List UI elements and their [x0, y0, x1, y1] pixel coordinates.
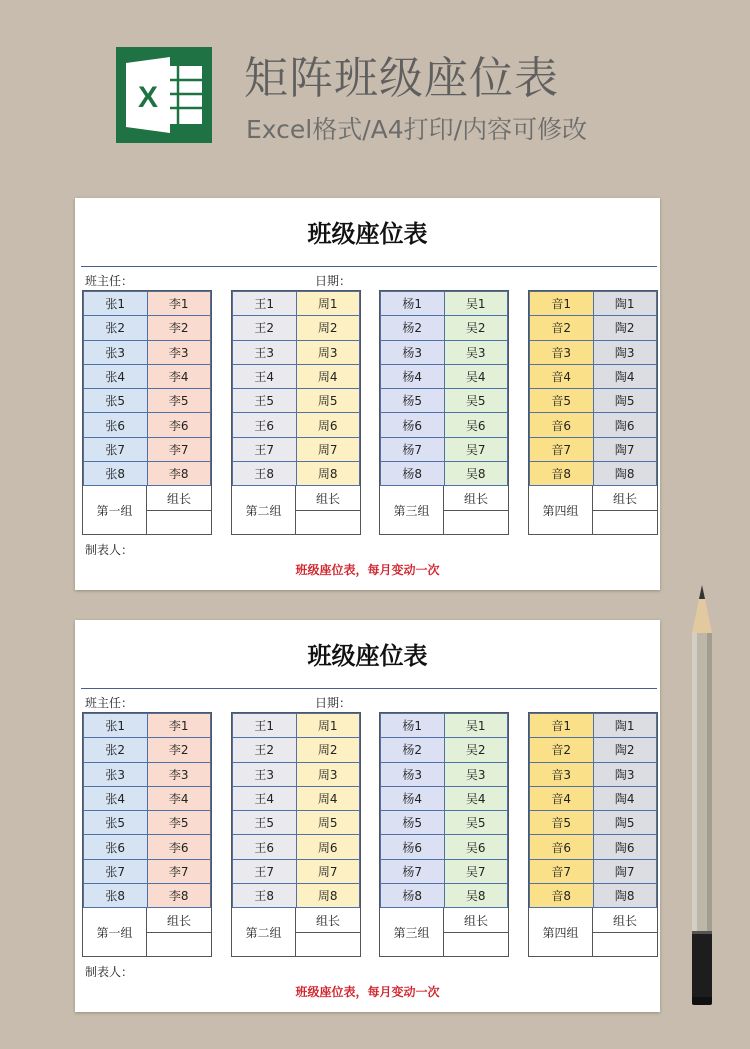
leader-label: 组长 [593, 486, 657, 511]
seat: 音3 [530, 762, 594, 786]
leader-box [296, 908, 360, 956]
seat: 张4 [84, 364, 148, 388]
seat: 王6 [233, 413, 297, 437]
seat: 陶1 [593, 714, 657, 738]
seat: 张2 [84, 738, 148, 762]
seat: 周7 [296, 859, 360, 883]
seat: 杨1 [381, 714, 445, 738]
seat: 音8 [530, 884, 594, 908]
seat: 李6 [147, 413, 211, 437]
pencil-icon [688, 585, 716, 1005]
seat: 音4 [530, 786, 594, 810]
group-2 [231, 290, 361, 535]
maker-label: 制表人： [85, 543, 134, 557]
seat: 王4 [233, 364, 297, 388]
date-label: 日期： [315, 696, 352, 710]
head-teacher-label: 班主任： [85, 274, 134, 288]
seat: 杨4 [381, 786, 445, 810]
seat: 王7 [233, 859, 297, 883]
seat: 张5 [84, 389, 148, 413]
group-name: 第三组 [380, 908, 444, 956]
seat: 陶5 [593, 811, 657, 835]
seat: 杨4 [381, 364, 445, 388]
leader-box [296, 486, 360, 534]
seat: 张3 [84, 762, 148, 786]
group-footer [529, 486, 657, 534]
seat: 陶3 [593, 340, 657, 364]
note-text: 班级座位表，每月变动一次 [295, 563, 440, 577]
group-footer [83, 908, 211, 956]
leader-box [444, 908, 508, 956]
leader-value [593, 933, 657, 956]
leader-label: 组长 [444, 908, 508, 933]
seat: 杨6 [381, 835, 445, 859]
seat: 张7 [84, 437, 148, 461]
seat: 周4 [296, 786, 360, 810]
seat: 周1 [296, 714, 360, 738]
seat: 陶6 [593, 835, 657, 859]
group-name: 第一组 [83, 908, 147, 956]
divider [81, 266, 657, 267]
seat-grid [83, 291, 211, 486]
seat: 音5 [530, 811, 594, 835]
seat: 周6 [296, 835, 360, 859]
seat: 李4 [147, 364, 211, 388]
leader-box [147, 486, 211, 534]
seat: 吴8 [444, 884, 508, 908]
seat: 王1 [233, 714, 297, 738]
seat: 李5 [147, 389, 211, 413]
group-footer [529, 908, 657, 956]
seat-grid [529, 713, 657, 908]
seat: 王8 [233, 462, 297, 486]
seat: 吴7 [444, 859, 508, 883]
seat: 王4 [233, 786, 297, 810]
seat: 张1 [84, 714, 148, 738]
seat: 张7 [84, 859, 148, 883]
seat: 吴6 [444, 835, 508, 859]
excel-logo-letter: X [137, 81, 159, 114]
seat: 张6 [84, 835, 148, 859]
seat: 陶7 [593, 859, 657, 883]
seat: 王1 [233, 292, 297, 316]
leader-value [147, 511, 211, 534]
seat: 张6 [84, 413, 148, 437]
seat: 陶1 [593, 292, 657, 316]
seat: 李1 [147, 292, 211, 316]
group-footer [380, 908, 508, 956]
seat: 张1 [84, 292, 148, 316]
seat: 音7 [530, 437, 594, 461]
seat-grid [380, 713, 508, 908]
seat: 周1 [296, 292, 360, 316]
seat: 陶4 [593, 786, 657, 810]
group-name: 第二组 [232, 908, 296, 956]
leader-value [296, 511, 360, 534]
leader-label: 组长 [593, 908, 657, 933]
seat: 吴6 [444, 413, 508, 437]
seat: 王2 [233, 316, 297, 340]
page-title: 矩阵班级座位表 [244, 53, 559, 104]
seat: 杨5 [381, 389, 445, 413]
group-name: 第三组 [380, 486, 444, 534]
seat-grid [83, 713, 211, 908]
seat: 周4 [296, 364, 360, 388]
seat: 杨3 [381, 762, 445, 786]
seat: 音5 [530, 389, 594, 413]
seat-grid [380, 291, 508, 486]
seat: 杨2 [381, 738, 445, 762]
seat: 李8 [147, 884, 211, 908]
seat: 吴4 [444, 786, 508, 810]
seat: 周6 [296, 413, 360, 437]
group-3 [379, 290, 509, 535]
seat: 音6 [530, 413, 594, 437]
seating-sheet-1 [75, 198, 660, 590]
seat: 周3 [296, 762, 360, 786]
leader-value [593, 511, 657, 534]
seat: 张5 [84, 811, 148, 835]
group-name: 第二组 [232, 486, 296, 534]
leader-label: 组长 [444, 486, 508, 511]
head-teacher-label: 班主任： [85, 696, 134, 710]
seat: 吴1 [444, 292, 508, 316]
group-name: 第四组 [529, 486, 593, 534]
group-1 [82, 290, 212, 535]
seat-grid [529, 291, 657, 486]
seat: 王7 [233, 437, 297, 461]
seat: 王6 [233, 835, 297, 859]
seat: 吴2 [444, 738, 508, 762]
seat: 杨7 [381, 437, 445, 461]
seat: 李6 [147, 835, 211, 859]
seat: 音6 [530, 835, 594, 859]
seat: 杨8 [381, 462, 445, 486]
seat: 吴7 [444, 437, 508, 461]
seat: 音2 [530, 738, 594, 762]
seat: 音3 [530, 340, 594, 364]
leader-box [593, 908, 657, 956]
seat: 陶6 [593, 413, 657, 437]
group-footer [232, 486, 360, 534]
group-footer [380, 486, 508, 534]
seat: 李7 [147, 437, 211, 461]
seat: 张4 [84, 786, 148, 810]
seat: 吴2 [444, 316, 508, 340]
group-2 [231, 712, 361, 957]
seat: 杨6 [381, 413, 445, 437]
seat: 杨5 [381, 811, 445, 835]
seat: 吴5 [444, 389, 508, 413]
seat: 周8 [296, 462, 360, 486]
group-footer [83, 486, 211, 534]
seat: 陶7 [593, 437, 657, 461]
seat: 周5 [296, 811, 360, 835]
seat: 杨7 [381, 859, 445, 883]
seat-grid [232, 291, 360, 486]
seat: 张2 [84, 316, 148, 340]
seat: 周7 [296, 437, 360, 461]
seat: 王2 [233, 738, 297, 762]
seat: 周3 [296, 340, 360, 364]
page-subtitle: Excel格式/A4打印/内容可修改 [246, 115, 588, 144]
seat: 音8 [530, 462, 594, 486]
seat: 陶8 [593, 884, 657, 908]
seating-sheet-2 [75, 620, 660, 1012]
seat: 李3 [147, 762, 211, 786]
seat: 李4 [147, 786, 211, 810]
seat: 李2 [147, 316, 211, 340]
seat: 陶8 [593, 462, 657, 486]
maker-label: 制表人： [85, 965, 134, 979]
seat: 李2 [147, 738, 211, 762]
seat: 王8 [233, 884, 297, 908]
seat: 李8 [147, 462, 211, 486]
seat: 吴1 [444, 714, 508, 738]
group-1 [82, 712, 212, 957]
leader-label: 组长 [296, 486, 360, 511]
seat: 吴3 [444, 762, 508, 786]
seat: 杨2 [381, 316, 445, 340]
seat: 李7 [147, 859, 211, 883]
seat: 王3 [233, 762, 297, 786]
leader-label: 组长 [296, 908, 360, 933]
seat: 张8 [84, 884, 148, 908]
seat: 张3 [84, 340, 148, 364]
leader-box [444, 486, 508, 534]
leader-box [593, 486, 657, 534]
seat-grid [232, 713, 360, 908]
excel-logo-icon [116, 47, 212, 143]
group-name: 第一组 [83, 486, 147, 534]
seat: 吴5 [444, 811, 508, 835]
seat: 王3 [233, 340, 297, 364]
seat: 陶2 [593, 738, 657, 762]
sheet-heading: 班级座位表 [307, 642, 428, 670]
leader-value [147, 933, 211, 956]
seat: 陶4 [593, 364, 657, 388]
leader-value [444, 933, 508, 956]
seat: 李5 [147, 811, 211, 835]
group-3 [379, 712, 509, 957]
seat: 李3 [147, 340, 211, 364]
leader-label: 组长 [147, 486, 211, 511]
seat: 周5 [296, 389, 360, 413]
group-4 [528, 712, 658, 957]
leader-value [444, 511, 508, 534]
group-footer [232, 908, 360, 956]
seat: 王5 [233, 389, 297, 413]
seat: 杨8 [381, 884, 445, 908]
leader-value [296, 933, 360, 956]
group-4 [528, 290, 658, 535]
seat: 杨1 [381, 292, 445, 316]
seat: 周8 [296, 884, 360, 908]
seat: 杨3 [381, 340, 445, 364]
sheet-heading: 班级座位表 [307, 220, 428, 248]
group-name: 第四组 [529, 908, 593, 956]
seat: 周2 [296, 316, 360, 340]
seat: 音1 [530, 714, 594, 738]
note-text: 班级座位表，每月变动一次 [295, 985, 440, 999]
leader-box [147, 908, 211, 956]
seat: 王5 [233, 811, 297, 835]
date-label: 日期： [315, 274, 352, 288]
seat: 吴3 [444, 340, 508, 364]
seat: 音4 [530, 364, 594, 388]
seat: 音1 [530, 292, 594, 316]
seat: 陶3 [593, 762, 657, 786]
seat: 张8 [84, 462, 148, 486]
seat: 李1 [147, 714, 211, 738]
seat: 吴8 [444, 462, 508, 486]
leader-label: 组长 [147, 908, 211, 933]
seat: 音7 [530, 859, 594, 883]
seat: 陶5 [593, 389, 657, 413]
divider [81, 688, 657, 689]
seat: 吴4 [444, 364, 508, 388]
seat: 音2 [530, 316, 594, 340]
seat: 周2 [296, 738, 360, 762]
seat: 陶2 [593, 316, 657, 340]
